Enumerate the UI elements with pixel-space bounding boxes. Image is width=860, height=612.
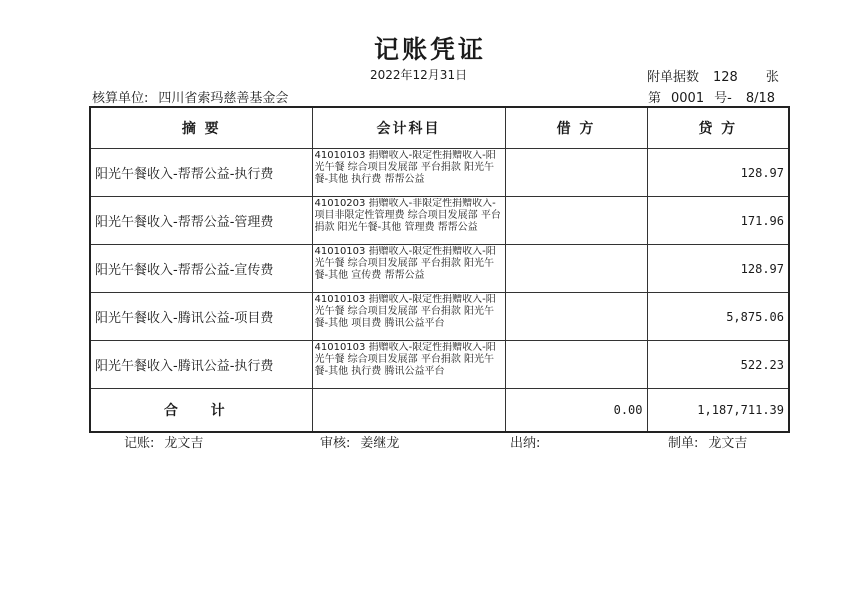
table-row: [90, 341, 789, 389]
total-label-text: 合 计: [163, 403, 239, 419]
reviewer-name: 姜继龙: [360, 436, 400, 451]
reviewer-label: 审核:: [320, 436, 351, 451]
voucher-date: 2022年12月31日: [370, 68, 468, 82]
table-row: [90, 293, 789, 341]
row-credit: 522.23: [647, 341, 789, 389]
row-debit: [505, 341, 647, 389]
preparer-name: 龙文吉: [708, 436, 748, 451]
row-debit: [505, 149, 647, 197]
voucher-title: 记账凭证: [373, 35, 486, 64]
row-account-text: 41010103 捐赠收入-限定性捐赠收入-阳光午餐 综合项目发展部 平台捐款 阳光午餐-其他 项目费 腾讯公益平台: [314, 294, 496, 329]
attachments-label: 附单据数: [647, 70, 700, 85]
row-account-text: 41010103 捐赠收入-限定性捐赠收入-阳光午餐 综合项目发展部 平台捐款 阳光午餐-其他 执行费 腾讯公益平台: [314, 342, 496, 377]
row-credit: 128.97: [647, 245, 789, 293]
accounting-unit: [92, 87, 288, 106]
attachments-count-line: [647, 66, 779, 85]
signature-reviewer: [320, 432, 399, 451]
bookkeeper-name: 龙文吉: [164, 436, 204, 451]
voucher-page: 8/18: [745, 91, 776, 106]
header-debit: 借 方: [505, 107, 647, 149]
attachments-unit: 张: [765, 70, 779, 85]
row-summary: 阳光午餐收入-帮帮公益-管理费: [90, 197, 312, 245]
row-summary: 阳光午餐收入-腾讯公益-项目费: [90, 293, 312, 341]
row-account-text: 41010103 捐赠收入-限定性捐赠收入-阳光午餐 综合项目发展部 平台捐款 阳光午餐-其他 执行费 帮帮公益: [314, 150, 496, 185]
row-debit: [505, 245, 647, 293]
row-account: [312, 341, 505, 389]
header-account: 会计科目: [312, 107, 505, 149]
row-account: [312, 149, 505, 197]
row-summary: 阳光午餐收入-帮帮公益-宣传费: [90, 245, 312, 293]
cashier-label: 出纳:: [510, 436, 541, 451]
total-account-blank: [312, 389, 505, 433]
total-label: [90, 389, 312, 433]
voucher-number-prefix: 第: [648, 91, 662, 106]
header-summary: 摘 要: [90, 107, 312, 149]
voucher-table: [89, 106, 790, 433]
table-row: [90, 245, 789, 293]
total-credit: 1,187,711.39: [647, 389, 789, 433]
bookkeeper-label: 记账:: [124, 436, 155, 451]
table-row: [90, 149, 789, 197]
total-debit: 0.00: [505, 389, 647, 433]
voucher-number: 0001: [671, 91, 705, 106]
signature-preparer: [668, 432, 747, 451]
accounting-unit-label: 核算单位:: [92, 91, 149, 106]
voucher-number-line: [648, 87, 775, 106]
header-credit: 贷 方: [647, 107, 789, 149]
signature-bookkeeper: [124, 432, 203, 451]
row-credit: 5,875.06: [647, 293, 789, 341]
row-account-text: 41010103 捐赠收入-限定性捐赠收入-阳光午餐 综合项目发展部 平台捐款 阳光午餐-其他 宣传费 帮帮公益: [314, 246, 496, 281]
row-credit: 128.97: [647, 149, 789, 197]
row-summary: 阳光午餐收入-腾讯公益-执行费: [90, 341, 312, 389]
row-summary: 阳光午餐收入-帮帮公益-执行费: [90, 149, 312, 197]
voucher-number-suffix: 号-: [714, 91, 732, 106]
row-debit: [505, 197, 647, 245]
row-account: [312, 197, 505, 245]
row-account: [312, 245, 505, 293]
signature-cashier: [510, 432, 550, 451]
attachments-count: 128: [713, 70, 738, 85]
table-header-row: [90, 107, 789, 149]
row-account-text: 41010203 捐赠收入-非限定性捐赠收入-项目非限定性管理费 综合项目发展部 平台捐款 阳光午餐-其他 管理费 帮帮公益: [314, 198, 501, 233]
accounting-unit-name: 四川省索玛慈善基金会: [158, 91, 289, 106]
row-credit: 171.96: [647, 197, 789, 245]
row-debit: [505, 293, 647, 341]
table-row: [90, 197, 789, 245]
row-account: [312, 293, 505, 341]
total-row: [90, 389, 789, 433]
preparer-label: 制单:: [668, 436, 699, 451]
